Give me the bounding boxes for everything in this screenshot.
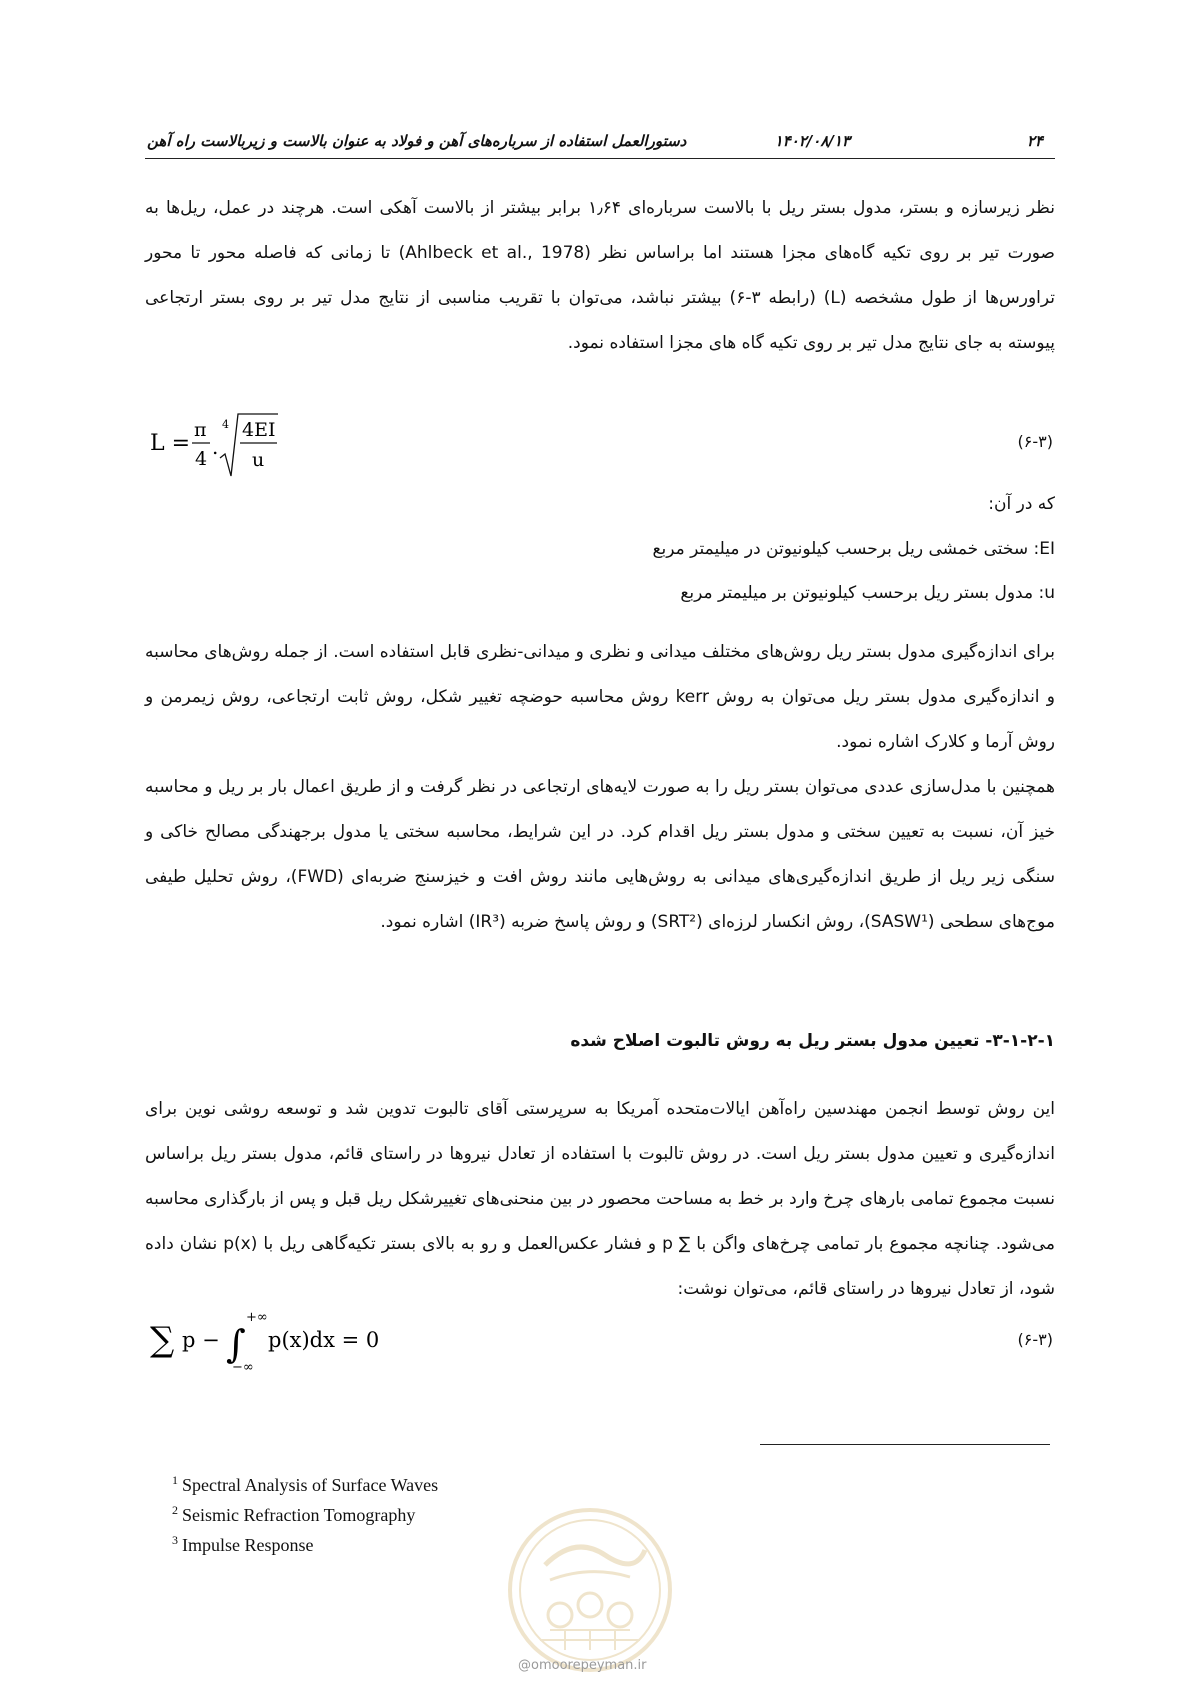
eq1-numerator: 4EI bbox=[242, 419, 276, 441]
watermark-seal bbox=[505, 1505, 675, 1675]
equation-characteristic-length bbox=[150, 410, 290, 482]
page-number: ۲۴ bbox=[1026, 132, 1043, 150]
eq2-integrand: p(x)dx = 0 bbox=[268, 1328, 380, 1352]
header-date: ۱۴۰۲/۰۸/۱۳ bbox=[774, 132, 850, 150]
header-title: دستورالعمل استفاده از سرباره‌های آهن و فولاد به عنوان بالاست و زیربالاست راه آهن bbox=[147, 132, 687, 150]
paragraph-3: همچنین با مدل‌سازی عددی می‌توان بستر ریل را به صورت لایه‌های ارتجاعی در نظر گرفت و از طریق اعمال بار بر ریل و محاسبه خیز آن، نسبت به تعیین سختی و مدول بستر ریل اقدام کرد. در این شرایط، محاسبه سختی یا مدول برجهندگی مصالح خاکی و سنگی زیر ریل از طریق اندازه‌گیری‌های میدانی به روش‌هایی مانند روش افت و خیزسنج ضربه‌ای (FWD)، روش تحلیل طیفی موج‌های سطحی (SASW¹)، روش انکسار لرزه‌ای (SRT²) و روش پاسخ ضربه (IR³) اشاره نمود. bbox=[145, 777, 1055, 932]
eq1-lhs: L = bbox=[150, 431, 191, 456]
eq2-lower: −∞ bbox=[232, 1360, 254, 1375]
svg-text:.: . bbox=[212, 435, 219, 459]
equation-equilibrium bbox=[150, 1305, 410, 1375]
footnote-rule bbox=[760, 1444, 1050, 1445]
eq1-root-index: 4 bbox=[222, 418, 229, 431]
paragraph-4: این روش توسط انجمن مهندسین راه‌آهن ایالات‌متحده آمریکا به سرپرستی آقای تالبوت تدوین شد و توسعه روشی نوین برای اندازه‌گیری و تعیین مدول بستر ریل است. در روش تالبوت با استفاده از تعادل نیروها در راستای قائم، مدول بستر ریل براساس نسبت مجموع تمامی بارهای چرخ وارد بر خط به مساحت محصور در بین منحنی‌های تغییرشکل ریل قبل و پس از بارگذاری محاسبه می‌شود. چنانچه مجموع بار تمامی چرخ‌های واگن با ∑ p و فشار عکس‌العمل و رو به بالای بستر تکیه‌گاهی ریل با p(x) نشان داده شود، از تعادل نیروها در راستای قائم، می‌توان نوشت: bbox=[145, 1099, 1055, 1299]
section-heading: ۳-۱-۲-۱- تعیین مدول بستر ریل به روش تالبوت اصلاح شده bbox=[570, 1031, 1055, 1051]
where-u: u: مدول بستر ریل برحسب کیلونیوتن بر میلیمتر مربع bbox=[680, 583, 1055, 603]
watermark-text: @omoorepeyman.ir bbox=[518, 1658, 647, 1673]
eq1-denominator: u bbox=[252, 449, 265, 471]
eq1-pi: π bbox=[194, 419, 207, 441]
eq1-four: 4 bbox=[195, 448, 208, 470]
footnote-item: $^3$ Impulse Response bbox=[172, 1533, 314, 1555]
footnote-item: $^1$ Spectral Analysis of Surface Waves bbox=[172, 1473, 439, 1495]
paragraph-2: برای اندازه‌گیری مدول بستر ریل روش‌های مختلف میدانی و نظری و میدانی-نظری قابل استفاده است. از جمله روش‌های محاسبه و اندازه‌گیری مدول بستر ریل می‌توان به روش kerr روش محاسبه حوضچه تغییر شکل، روش ثابت ارتجاعی، روش زیمرمن و روش آرما و کلارک اشاره نمود. bbox=[145, 642, 1055, 752]
equation-number-2: (۶-۳) bbox=[1017, 1330, 1053, 1349]
paragraph-1: نظر زیرسازه و بستر، مدول بستر ریل با بالاست سرباره‌ای ۱٫۶۴ برابر بیشتر از بالاست آهکی است. هرچند در عمل، ریل‌ها به صورت تیر بر روی تکیه گاه‌های مجزا هستند اما براساس نظر (Ahlbeck et al., 1978) تا زمانی که فاصله محور تا محور تراورس‌ها از طول مشخصه (L) (رابطه ۳-۶) بیشتر نباشد، می‌توان با تقریب مناسبی از نتایج مدل تیر بر روی بستر ارتجاعی پیوسته به جای نتایج مدل تیر بر روی تکیه گاه های مجزا استفاده نمود. bbox=[145, 198, 1055, 353]
where-intro: که در آن: bbox=[988, 494, 1055, 514]
equation-number-1: (۶-۳) bbox=[1017, 432, 1053, 451]
eq2-integral: ∫ bbox=[226, 1322, 246, 1366]
eq2-sum: ∑ bbox=[150, 1320, 175, 1360]
where-ei: EI: سختی خمشی ریل برحسب کیلونیوتن در میلیمتر مربع bbox=[652, 539, 1055, 559]
page-header bbox=[145, 130, 1055, 159]
eq2-p: p − bbox=[182, 1328, 220, 1352]
footnotes bbox=[172, 1465, 438, 1555]
eq2-upper: +∞ bbox=[246, 1310, 268, 1325]
footnote-item: $^2$ Seismic Refraction Tomography bbox=[172, 1503, 416, 1525]
